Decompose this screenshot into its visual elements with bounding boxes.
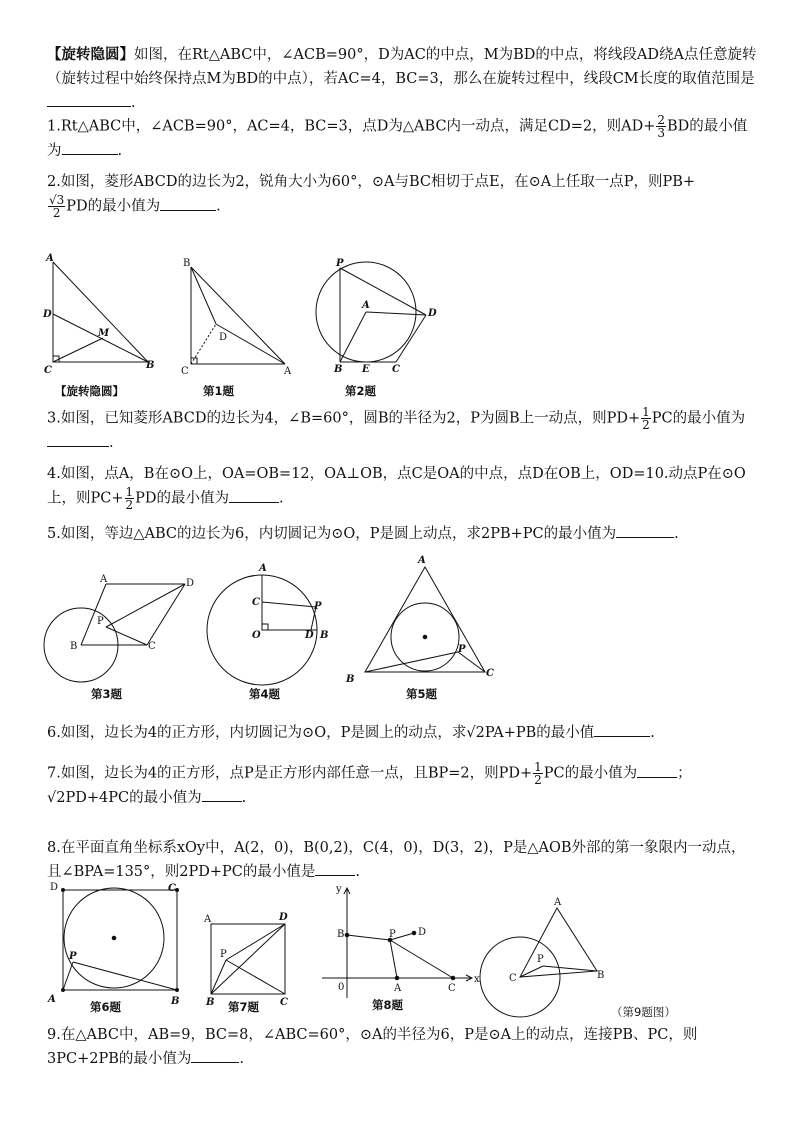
caption: 第5题 xyxy=(406,687,438,701)
answer-blank xyxy=(191,1048,239,1063)
svg-text:O: O xyxy=(252,630,261,641)
figure-question-9 xyxy=(480,897,604,1017)
caption: 第2题 xyxy=(345,384,377,398)
question-2: 2.如图，菱形ABCD的边长为2，锐角大小为60°，⊙A与BC相切于点E，在⊙A上任取一点P，则PB+ $\frac{√3}{2}$ PD的最小值为 . xyxy=(47,174,696,220)
svg-text:x: x xyxy=(474,974,480,985)
svg-text:C: C xyxy=(448,983,456,994)
answer-blank xyxy=(202,787,242,802)
svg-text:A: A xyxy=(259,563,267,574)
question-7: 7.如图，边长为4的正方形，点P是正方形内部任意一点，且BP=2，则PD+ $\frac{1}{2}$ PC的最小值为 ； √2PD+4PC的最小值为 . xyxy=(47,760,692,806)
svg-text:P: P xyxy=(389,929,396,940)
svg-text:P: P xyxy=(220,949,227,960)
svg-text:C: C xyxy=(181,366,189,377)
answer-blank xyxy=(160,196,216,211)
svg-text:D: D xyxy=(219,332,228,343)
svg-text:B: B xyxy=(337,929,345,940)
question-9: 9.在△ABC中，AB=9，BC=8，∠ABC=60°，⊙A的半径为6，P是⊙A上的动点，连接PB、PC，则3PC+2PB的最小值为 . xyxy=(47,1027,698,1067)
caption: 第8题 xyxy=(372,998,404,1012)
svg-text:D: D xyxy=(186,578,195,589)
figure-question-8 xyxy=(322,884,480,998)
answer-blank xyxy=(229,488,279,503)
fraction: $\frac{2}{3}$ xyxy=(657,113,666,140)
svg-text:D: D xyxy=(428,308,437,319)
svg-text:P: P xyxy=(458,644,466,655)
svg-text:C: C xyxy=(280,997,288,1008)
figure-rotation-circle xyxy=(42,253,154,376)
figure-row-2 xyxy=(40,552,510,692)
figure-question-6 xyxy=(47,882,179,1007)
svg-text:P: P xyxy=(537,954,544,965)
svg-text:C: C xyxy=(252,597,260,608)
caption: 【旋转隐圆】 xyxy=(55,384,124,398)
intro-paragraph: 【旋转隐圆】如图，在Rt△ABC中，∠ACB=90°，D为AC的中点，M为BD的中点，将线段AD绕A点任意旋转（旋转过程中始终保持点M为BD的中点），若AC=4，BC=3，那么在旋转过程中，线段CM长度的取值范围是. xyxy=(47,46,757,111)
figure-question-1 xyxy=(181,258,292,377)
caption: 第1题 xyxy=(203,384,235,398)
svg-text:B: B xyxy=(183,258,191,269)
svg-text:B: B xyxy=(334,364,343,375)
question-1: 1.Rt△ABC中，∠ACB=90°，AC=4，BC=3，点D为△ABC内一动点，满足CD=2，则AD+ $\frac{2}{3}$ BD的最小值为 . xyxy=(47,113,748,159)
answer-blank xyxy=(616,523,674,538)
caption: 第6题 xyxy=(90,1000,122,1014)
svg-text:A: A xyxy=(48,994,56,1005)
svg-text:B: B xyxy=(146,360,155,371)
svg-text:D: D xyxy=(305,630,314,641)
question-3: 3.如图，已知菱形ABCD的边长为4，∠B=60°，圆B的半径为2，P为圆B上一动点，则PD+ $\frac{1}{2}$ PC的最小值为. xyxy=(47,405,746,451)
svg-text:A: A xyxy=(284,366,292,377)
figure-question-3 xyxy=(44,574,194,682)
sqrt-two: √2 xyxy=(47,790,66,806)
svg-text:B: B xyxy=(597,970,605,981)
svg-text:y: y xyxy=(336,884,342,895)
question-8: 8.在平面直角坐标系xOy中，A(2，0)，B(0,2)，C(4，0)，D(3，2)，P是△AOB外部的第一象限内一动点，且∠BPA=135°，则2PD+PC的最小值是 . xyxy=(47,840,746,880)
svg-text:B: B xyxy=(70,641,78,652)
svg-text:B: B xyxy=(346,674,355,685)
svg-text:D: D xyxy=(43,309,52,320)
svg-text:P: P xyxy=(314,601,322,612)
svg-text:P: P xyxy=(336,258,344,269)
caption: （第9题图） xyxy=(611,1005,676,1019)
answer-blank xyxy=(315,861,355,876)
intro-text: 如图，在Rt△ABC中，∠ACB=90°，D为AC的中点，M为BD的中点，将线段AD绕A点任意旋转（旋转过程中始终保持点M为BD的中点），若AC=4，BC=3，那么在旋转过程中，线段CM长度的取值范围是 xyxy=(47,47,757,87)
svg-text:A: A xyxy=(418,555,426,566)
svg-text:B: B xyxy=(171,996,180,1007)
svg-text:0: 0 xyxy=(338,982,345,993)
figure-question-5 xyxy=(345,555,494,685)
figure-question-7 xyxy=(203,912,288,1008)
svg-text:C: C xyxy=(486,668,494,679)
answer-blank xyxy=(47,92,131,107)
fraction: $\frac{1}{2}$ xyxy=(642,405,650,432)
fraction: $\frac{1}{2}$ xyxy=(125,485,134,512)
question-4: 4.如图，点A，B在⊙O上，OA=OB=12，OA⊥OB，点C是OA的中点，点D在OB上，OD=10.动点P在⊙O上，则PC+ $\frac{1}{2}$ PD的最小值为 . xyxy=(47,466,746,512)
svg-text:C: C xyxy=(509,973,517,984)
sqrt-two: √2 xyxy=(466,725,485,741)
svg-text:A: A xyxy=(554,897,562,908)
svg-text:C: C xyxy=(44,365,52,376)
answer-blank xyxy=(62,140,118,155)
svg-text:E: E xyxy=(362,364,370,375)
caption: 第3题 xyxy=(91,687,123,701)
svg-text:D: D xyxy=(418,927,427,938)
caption: 第7题 xyxy=(228,1000,260,1014)
question-6: 6.如图，边长为4的正方形，内切圆记为⊙O，P是圆上的动点，求√2PA+PB的最小值 . xyxy=(47,721,757,745)
svg-text:B: B xyxy=(206,997,215,1008)
svg-text:A: A xyxy=(46,253,54,264)
figure-question-4 xyxy=(207,563,328,685)
svg-text:B: B xyxy=(320,630,329,641)
svg-text:P: P xyxy=(97,616,104,627)
svg-text:C: C xyxy=(148,641,156,652)
svg-text:A: A xyxy=(100,574,108,585)
intro-tag: 【旋转隐圆】 xyxy=(47,46,134,63)
svg-text:M: M xyxy=(98,328,110,339)
figure-question-2 xyxy=(316,258,437,375)
svg-text:A: A xyxy=(394,983,402,994)
fraction: $\frac{1}{2}$ xyxy=(534,760,542,787)
answer-blank xyxy=(47,432,109,447)
figure-row-1 xyxy=(40,252,460,402)
question-5: 5.如图，等边△ABC的边长为6，内切圆记为⊙O，P是圆上动点，求2PB+PC的最小值为 . xyxy=(47,522,757,546)
fraction: $\frac{√3}{2}$ xyxy=(49,193,65,220)
svg-text:P: P xyxy=(69,951,77,962)
svg-text:C: C xyxy=(168,883,176,894)
caption: 第4题 xyxy=(249,687,281,701)
svg-text:D: D xyxy=(50,882,59,893)
answer-blank xyxy=(637,763,677,778)
svg-text:D: D xyxy=(279,912,288,923)
svg-text:A: A xyxy=(362,300,370,311)
answer-blank xyxy=(594,722,650,737)
svg-text:C: C xyxy=(392,364,400,375)
svg-text:A: A xyxy=(204,914,212,925)
